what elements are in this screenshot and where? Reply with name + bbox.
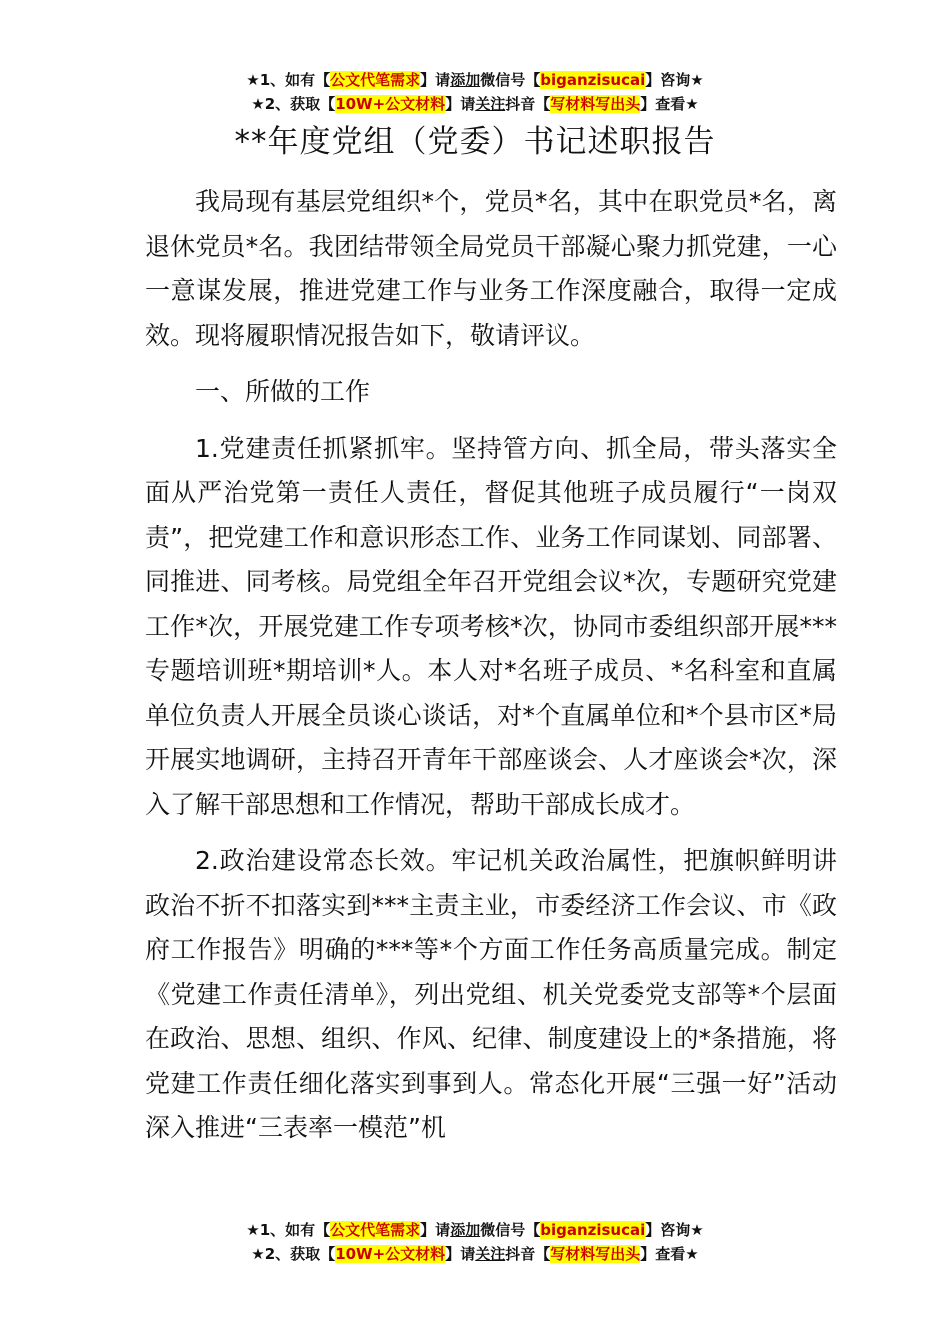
body-paragraph: 1.党建责任抓紧抓牢。坚持管方向、抓全局，带头落实全面从严治党第一责任人责任，督促其他班子成员履行“一岗双责”，把党建工作和意识形态工作、业务工作同谋划、同部署、同推进、同考核。局党组全年召开党组会议*次，专题研究党建工作*次，开展党建工作专项考核*次，协同市委组织部开展***专题培训班*期培训*人。本人对*名班子成员、*名科室和直属单位负责人开展全员谈心谈话，对*个直属单位和*个县市区*局开展实地调研，主持召开青年干部座谈会、人才座谈会*次，深入了解干部思想和工作情况，帮助干部成长成才。: [145, 433, 837, 819]
body-paragraph: 2.政治建设常态长效。牢记机关政治属性，把旗帜鲜明讲政治不折不扣落实到***主责主业，市委经济工作会议、市《政府工作报告》明确的***等*个方面工作任务高质量完成。制定《党建工作责任清单》，列出党组、机关党委党支部等*个层面在政治、思想、组织、作风、纪律、制度建设上的*条措施，将党建工作责任细化落实到事到人。常态化开展“三强一好”活动深入推进“三表率一模范”机: [145, 846, 837, 1142]
document-title: **年度党组（党委）书记述职报告: [234, 124, 716, 160]
promo-highlight: 10W+公文材料: [335, 95, 446, 113]
intro-paragraph: 我局现有基层党组织*个，党员*名，其中在职党员*名，离退休党员*名。我团结带领全局党员干部凝心聚力抓党建，一心一意谋发展，推进党建工作与业务工作深度融合，取得一定成效。现将履职情况报告如下，敬请评议。: [145, 187, 837, 350]
document-body: [145, 180, 837, 1151]
promo-footer: [0, 1218, 950, 1266]
promo-text: 】咨询★: [645, 71, 704, 89]
promo-line-2: [0, 1242, 950, 1266]
promo-line-1: [0, 68, 950, 92]
promo-highlight: 公文代笔需求: [330, 71, 421, 89]
section-heading: 一、所做的工作: [195, 377, 371, 406]
promo-highlight: 写材料写出头: [550, 95, 641, 113]
promo-underlined: 关注: [475, 95, 506, 113]
promo-text: 抖音【: [505, 1245, 551, 1263]
promo-text: 抖音【: [505, 95, 551, 113]
promo-text: 】查看★: [640, 1245, 699, 1263]
promo-line-2: [0, 92, 950, 116]
promo-underlined: 添加: [450, 1221, 481, 1239]
promo-text: ★2、获取【: [251, 95, 336, 113]
promo-text: ★1、如有【: [246, 1221, 331, 1239]
promo-text: ★1、如有【: [246, 71, 331, 89]
promo-text: 】查看★: [640, 95, 699, 113]
promo-text: 】请: [420, 1221, 451, 1239]
promo-underlined: 添加: [450, 71, 481, 89]
promo-text: 】请: [445, 1245, 476, 1263]
promo-header: [0, 68, 950, 116]
promo-highlight: 公文代笔需求: [330, 1221, 421, 1239]
promo-text: 微信号【: [480, 71, 541, 89]
promo-text: 微信号【: [480, 1221, 541, 1239]
promo-highlight: biganzisucai: [540, 1221, 646, 1239]
promo-underlined: 关注: [475, 1245, 506, 1263]
promo-highlight: 10W+公文材料: [335, 1245, 446, 1263]
promo-text: 】请: [445, 95, 476, 113]
promo-text: ★2、获取【: [251, 1245, 336, 1263]
promo-text: 】请: [420, 71, 451, 89]
promo-line-1: [0, 1218, 950, 1242]
promo-highlight: biganzisucai: [540, 71, 646, 89]
promo-text: 】咨询★: [645, 1221, 704, 1239]
promo-highlight: 写材料写出头: [550, 1245, 641, 1263]
